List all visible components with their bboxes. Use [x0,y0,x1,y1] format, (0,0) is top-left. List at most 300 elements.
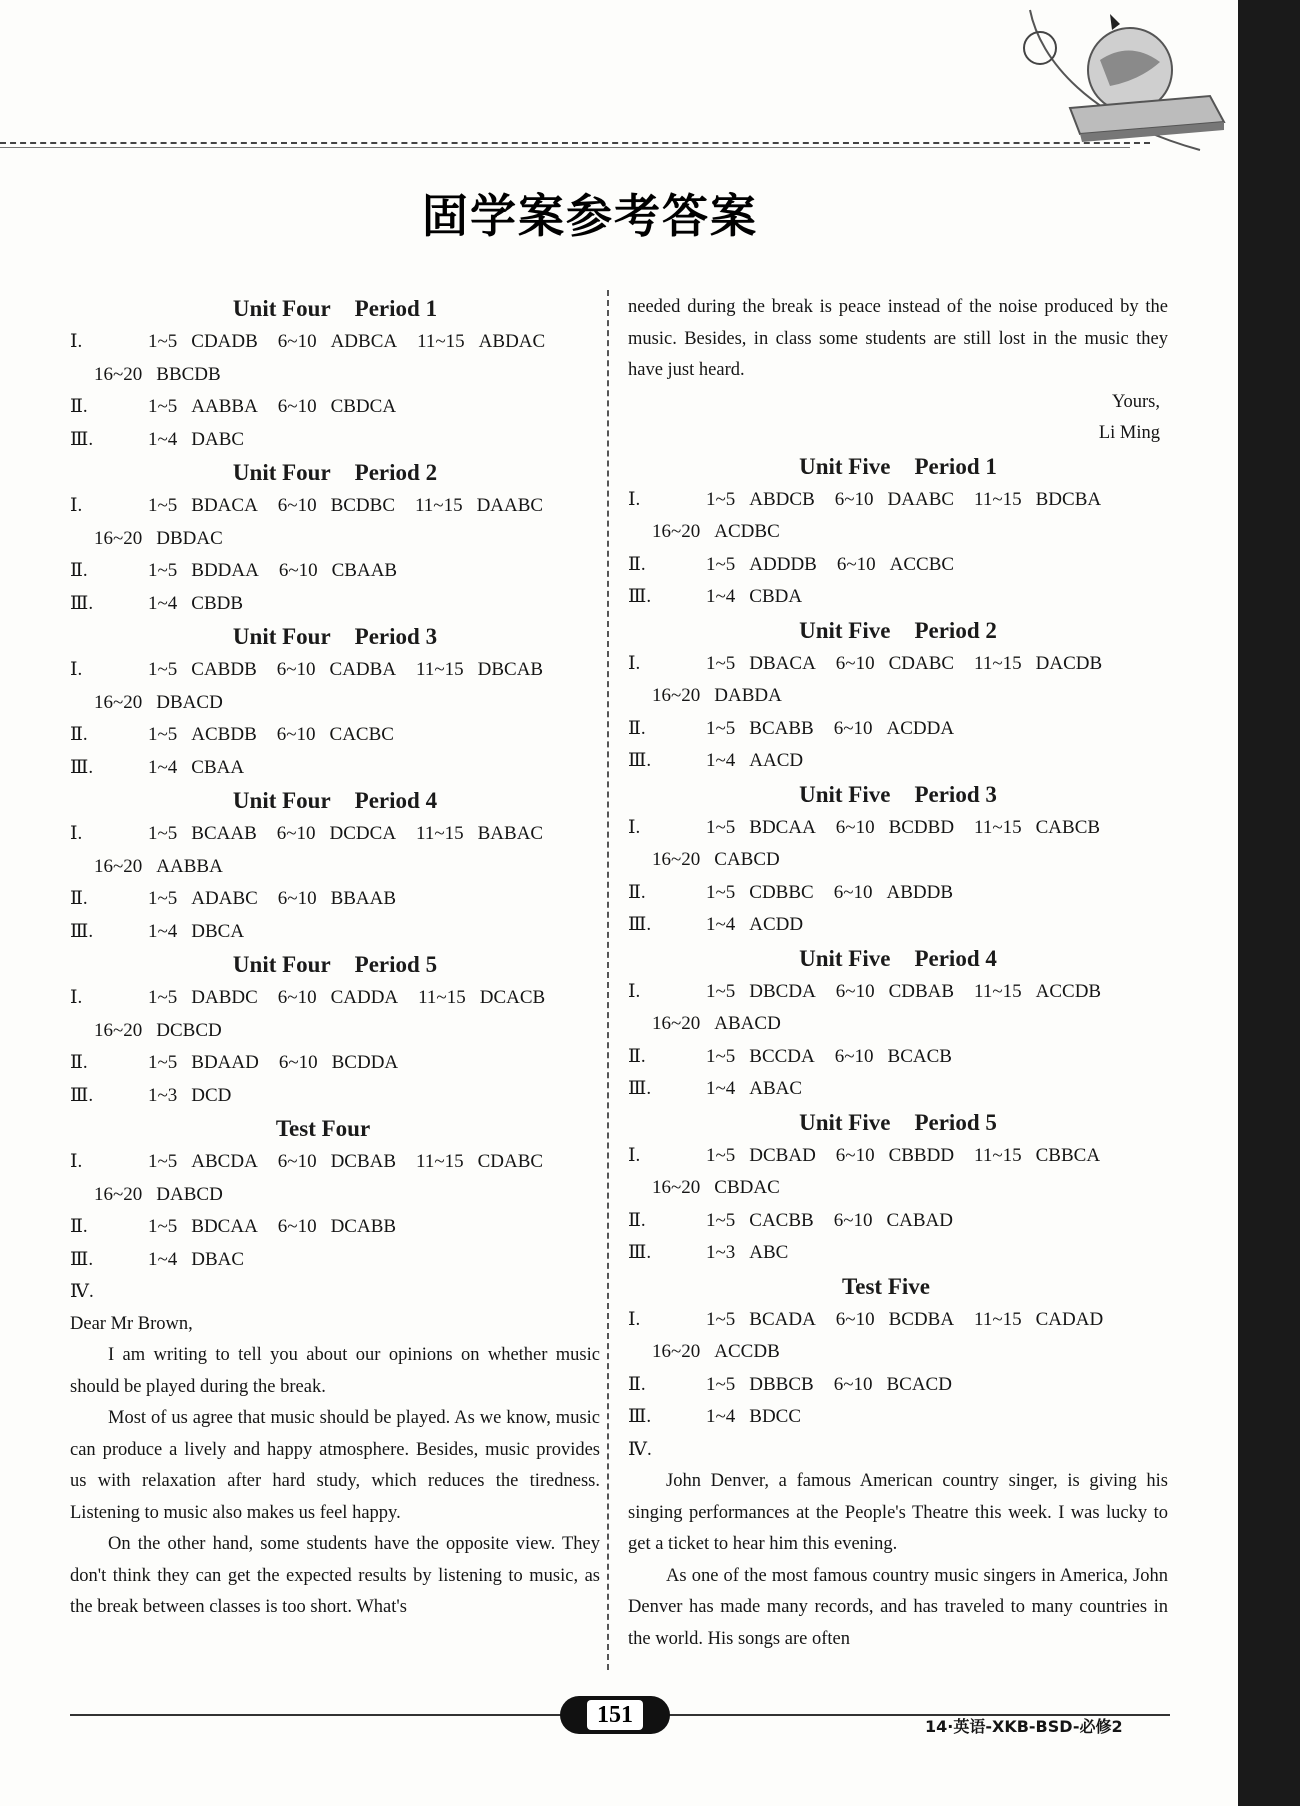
answer-group [148,1146,258,1179]
question-range: 16~20 [94,363,143,385]
answer-group [706,976,816,1009]
answer-key: ABACD [714,1013,781,1034]
period-label: Period 5 [354,952,438,977]
question-range: 6~10 [835,1308,875,1330]
question-range: 16~20 [652,849,701,870]
answer-key: CADDA [330,987,399,1008]
question-range: 1~5 [148,1052,178,1073]
question-range: 1~5 [148,659,178,680]
answer-key: CACBB [749,1209,814,1231]
answer-key: DCDCA [329,823,397,844]
answer-key: DBACD [156,691,223,713]
answer-key: CBDA [749,586,803,607]
part-label: Ⅰ. [628,1144,641,1166]
part-label: Ⅲ. [70,920,94,942]
answer-key: BDACA [191,495,258,516]
answer-key: BABAC [477,823,544,844]
answer-row [70,1244,600,1277]
answer-group [94,687,223,720]
answer-group [278,490,395,523]
answer-key: DCACB [479,987,546,1008]
answer-group [148,1080,231,1113]
section-heading [70,784,600,818]
answer-key: CADAD [1035,1308,1104,1330]
part-label: Ⅰ. [70,823,83,844]
unit-label: Unit Five [799,781,891,807]
question-range: 1~5 [706,1373,736,1395]
question-range: 1~4 [706,586,736,607]
answer-group [94,851,223,884]
answer-key: CBBDD [888,1144,955,1166]
unit-label: Unit Four [232,460,331,485]
answer-row [628,812,1168,845]
answer-row [628,516,1168,549]
answer-row [628,1041,1168,1074]
answer-key: BBCDB [156,363,221,385]
answer-group [706,1140,816,1173]
answer-key: AABBA [191,396,258,417]
unit-label: Unit Five [799,617,891,643]
answer-row [628,1401,1168,1434]
right-column [628,292,1168,1655]
question-range: 1~5 [148,823,178,844]
section-heading [70,948,600,982]
answer-row [628,1304,1168,1337]
question-range: 11~15 [416,1151,464,1172]
answer-group [278,1211,396,1244]
answer-key: AABBA [156,855,223,877]
answer-group [834,713,954,746]
question-range: 1~5 [148,331,178,352]
answer-key: ACBDB [191,724,257,745]
answer-group [278,391,396,424]
question-range: 1~5 [706,1209,736,1231]
question-range: 11~15 [417,331,465,352]
answer-group [835,1041,952,1074]
section-heading [70,456,600,490]
section-heading [70,1112,600,1146]
part-label: Ⅱ. [628,717,646,739]
question-range: 6~10 [835,980,875,1002]
answer-key: ABAC [749,1078,803,1099]
answer-group [148,719,257,752]
answer-key: DCBCD [156,1019,222,1041]
question-range: 11~15 [974,652,1022,674]
part-label: Ⅰ. [628,652,641,674]
period-label: Period 1 [914,453,997,479]
answer-group [974,812,1100,845]
answer-group [706,1369,814,1402]
question-range: 1~5 [706,553,736,575]
answer-key: CDBAB [888,980,955,1002]
question-range: 11~15 [974,1308,1022,1330]
question-range: 1~5 [706,1308,736,1330]
answer-key: CABDB [191,659,257,680]
section-heading [628,450,1168,484]
question-range: 6~10 [277,987,317,1008]
letter-paragraph: needed during the break is peace instead of the noise produced by the music. Besides, in class some students are still lost in the music they have just heard. [628,297,1168,380]
question-range: 11~15 [415,495,463,516]
answer-row [70,326,600,359]
question-range: 16~20 [652,685,701,706]
answer-row [628,713,1168,746]
answer-group [148,883,258,916]
period-label: Period 4 [354,788,438,813]
unit-label: Unit Four [232,296,331,321]
answer-key: DABCD [156,1183,223,1205]
question-range: 1~4 [148,920,178,942]
answer-group [974,1304,1103,1337]
question-range: 6~10 [277,331,317,352]
answer-row [70,1276,600,1309]
question-range: 6~10 [833,1373,873,1395]
answer-row [70,523,600,556]
answer-row [628,877,1168,910]
answer-group [706,581,802,614]
answer-row [70,818,600,851]
answer-group [148,490,258,523]
answer-row [70,654,600,687]
unit-label: Test Five [842,1273,930,1299]
section-heading [628,614,1168,648]
answer-key: DCD [191,1084,232,1106]
section-heading [70,292,600,326]
book-code: 14·英语-XKB-BSD-必修2 [925,1717,1123,1736]
part-label: Ⅱ. [628,1209,646,1231]
part-label: Ⅱ. [70,560,88,581]
question-range: 1~4 [148,756,178,778]
question-range: 6~10 [835,1144,875,1166]
answer-group [706,648,816,681]
question-range: 1~4 [148,428,178,450]
question-range: 1~5 [706,488,736,510]
answer-group [148,424,244,457]
question-range: 16~20 [652,1177,701,1198]
unit-label: Unit Four [232,952,331,977]
question-range: 1~5 [706,816,736,838]
question-range: 11~15 [974,816,1022,838]
answer-row [628,1008,1168,1041]
answer-group [94,1179,223,1212]
answer-row [70,1080,600,1113]
question-range: 1~4 [148,592,178,614]
answer-group [148,588,243,621]
part-label: Ⅰ. [70,1151,83,1172]
question-range: 1~5 [706,652,736,674]
section-heading [628,1106,1168,1140]
answer-row [70,719,600,752]
answer-key: DCABB [330,1216,397,1237]
letter-closing: Yours, [1112,391,1160,412]
question-range: 11~15 [418,987,466,1008]
answer-key: BDCBA [1035,488,1102,510]
answer-group [706,1304,816,1337]
answer-key: AACD [749,750,804,771]
page-number-badge [560,1696,670,1734]
answer-key: ABCDA [191,1151,258,1172]
answer-group [278,982,398,1015]
unit-label: Unit Four [232,624,331,649]
part-label: Ⅳ. [628,1438,652,1460]
part-label: Ⅰ. [628,1308,641,1330]
answer-row [70,424,600,457]
answer-group [706,909,803,942]
unit-label: Unit Five [799,453,891,479]
answer-group [148,982,258,1015]
question-range: 11~15 [974,488,1022,510]
answer-row [628,484,1168,517]
answer-key: CACBC [329,724,394,745]
answer-key: BDAAD [191,1052,259,1073]
left-column [70,292,600,1624]
essay-paragraph: John Denver, a famous American country singer, is giving his singing performances at the People's Theatre this week. I was lucky to get a ticket to hear him this evening. [628,1471,1168,1554]
unit-label: Test Four [275,1116,371,1141]
question-range: 16~20 [94,855,143,877]
answer-key: BBAAB [330,888,397,909]
question-range: 6~10 [836,553,876,575]
answer-key: DCBAD [749,1144,816,1166]
part-label: Ⅰ. [70,987,83,1008]
part-label: Ⅲ. [70,428,94,450]
question-range: 6~10 [833,881,873,903]
answer-group [148,1047,259,1080]
question-range: 6~10 [276,724,316,745]
answer-key: ACCDB [714,1341,780,1362]
question-range: 16~20 [652,1013,701,1034]
answer-group [835,484,954,517]
answer-group [148,391,258,424]
scan-edge [1238,0,1300,1806]
question-range: 1~5 [706,1045,736,1067]
answer-group [974,976,1101,1009]
unit-label: Unit Five [799,1109,891,1135]
question-range: 6~10 [833,717,873,739]
answer-key: BDCAA [749,816,816,838]
answer-key: DBCAB [477,659,544,680]
answer-group [148,1244,244,1277]
answer-group [416,654,543,687]
answer-group [974,484,1101,517]
part-label: Ⅳ. [70,1281,94,1302]
question-range: 6~10 [835,652,875,674]
answer-group [974,1140,1100,1173]
answer-row [628,844,1168,877]
part-label: Ⅱ. [628,1373,646,1395]
answer-key: DBACA [749,652,816,674]
answer-key: DABDA [714,685,782,706]
question-range: 1~3 [148,1084,178,1106]
answer-group [279,555,397,588]
answer-key: DABC [191,428,245,450]
letter-paragraph: I am writing to tell you about our opinions on whether music should be played during the break. [70,1345,600,1397]
answer-key: BCACD [886,1373,952,1395]
answer-key: CBAA [191,756,245,778]
question-range: 6~10 [277,396,317,417]
answer-group [278,883,396,916]
question-range: 1~4 [706,1406,736,1427]
question-range: 1~5 [706,980,736,1002]
answer-row [70,851,600,884]
answer-group [706,877,814,910]
answer-key: BCDBC [330,495,395,516]
answer-row [70,588,600,621]
answer-row [70,391,600,424]
answer-key: CDABC [477,1151,544,1172]
answer-group [417,326,545,359]
answer-group [277,818,396,851]
question-range: 6~10 [834,488,874,510]
answer-group [834,1369,952,1402]
question-range: 1~5 [148,1216,178,1237]
question-range: 11~15 [974,980,1022,1002]
question-range: 1~5 [148,888,178,909]
answer-key: ADABC [191,888,258,909]
answer-key: CBDCA [330,396,397,417]
question-range: 6~10 [835,816,875,838]
answer-group [834,1205,953,1238]
question-range: 16~20 [652,1341,701,1362]
answer-group [706,549,817,582]
period-label: Period 4 [914,945,997,971]
answer-group [652,1172,780,1205]
answer-group [148,916,244,949]
question-range: 6~10 [833,1209,873,1231]
answer-key: ACCDB [1035,980,1102,1002]
answer-group [416,818,543,851]
answer-key: ACDDA [886,717,955,739]
question-range: 6~10 [277,888,317,909]
letter-paragraph: Most of us agree that music should be played. As we know, music can produce a lively and happy atmosphere. Besides, music provides us with relaxation after hard study, which reduces the tiredness. Listening to music also makes us feel happy. [70,1408,600,1523]
period-label: Period 3 [354,624,438,649]
part-label: Ⅱ. [70,1052,88,1073]
section-heading [628,1270,1168,1304]
answer-row [628,1172,1168,1205]
question-range: 1~5 [148,987,178,1008]
answer-group [837,549,954,582]
answer-row [628,909,1168,942]
part-label: Ⅲ. [70,756,94,778]
answer-row [70,1211,600,1244]
question-range: 11~15 [416,823,464,844]
header-dashed-rule [0,142,1150,144]
answer-key: BCADA [749,1308,816,1330]
page-number: 151 [587,1700,643,1730]
question-range: 6~10 [277,495,317,516]
part-label: Ⅱ. [628,881,646,903]
answer-row [70,883,600,916]
answer-group [706,484,815,517]
answer-key: DBDAC [156,527,223,549]
section-heading [70,620,600,654]
answer-key: BCACB [887,1045,952,1067]
part-label: Ⅲ. [628,1406,652,1427]
page-title: 固学案参考答案 [422,189,758,243]
book-globe-decoration-icon [1010,0,1238,160]
answer-key: ABDCB [749,488,815,510]
answer-key: DCBAB [330,1151,397,1172]
question-range: 16~20 [94,527,143,549]
answer-group [652,1008,781,1041]
answer-group [652,844,780,877]
answer-group [974,648,1102,681]
answer-key: CABAD [886,1209,953,1231]
period-label: Period 2 [354,460,438,485]
part-label: Ⅲ. [628,586,652,607]
answer-key: ABDDB [886,881,953,903]
question-range: 1~3 [706,1242,736,1263]
part-label: Ⅱ. [70,888,88,909]
part-label: Ⅱ. [628,1045,646,1067]
answer-row [628,1073,1168,1106]
question-range: 11~15 [416,659,464,680]
answer-group [706,1237,788,1270]
answer-row [70,555,600,588]
answer-key: ABDAC [478,331,546,352]
answer-key: CBDB [191,592,244,614]
question-range: 1~5 [148,724,178,745]
answer-group [836,1140,954,1173]
answer-key: CABCB [1035,816,1101,838]
answer-key: ADBCA [330,331,398,352]
question-range: 11~15 [974,1144,1022,1166]
answer-row [70,752,600,785]
answer-row [628,976,1168,1009]
answer-key: DBBCB [749,1373,814,1395]
question-range: 1~4 [706,914,736,935]
question-range: 16~20 [94,691,143,713]
answer-key: BDDAA [191,560,259,581]
part-label: Ⅰ. [70,331,83,352]
answer-row [628,745,1168,778]
letter-greeting: Dear Mr Brown, [70,1313,193,1334]
answer-row [628,1205,1168,1238]
answer-group [277,719,394,752]
answer-group [706,1041,815,1074]
question-range: 1~4 [706,750,736,771]
answer-key: CBBCA [1035,1144,1101,1166]
answer-row [70,687,600,720]
answer-group [418,982,545,1015]
question-range: 1~5 [706,881,736,903]
answer-key: DAABC [887,488,955,510]
answer-group [278,1146,396,1179]
part-label: Ⅲ. [628,914,652,935]
answer-row [70,916,600,949]
answer-key: CDBBC [749,881,814,903]
letter-paragraph: On the other hand, some students have the opposite view. They don't think they can get the expected results by listening to music, as the break between classes is too short. What's [70,1534,600,1617]
answer-group [278,326,397,359]
part-label: Ⅰ. [70,495,83,516]
part-label: Ⅱ. [70,396,88,417]
part-label: Ⅲ. [70,1084,94,1106]
section-heading [628,942,1168,976]
answer-group [706,745,803,778]
answer-key: ADDDB [749,553,817,575]
letter-signature: Li Ming [1098,423,1160,443]
answer-key: CDABC [888,652,955,674]
question-range: 1~5 [706,1144,736,1166]
question-range: 1~4 [148,1248,178,1270]
answer-group [706,812,816,845]
part-label: Ⅲ. [628,1078,652,1099]
answer-row [628,648,1168,681]
answer-row [628,680,1168,713]
letter-continuation [628,292,1168,387]
answer-key: ABC [749,1242,789,1263]
answer-group [652,516,780,549]
answer-group [652,1336,780,1369]
part-label: Ⅰ. [70,659,83,680]
